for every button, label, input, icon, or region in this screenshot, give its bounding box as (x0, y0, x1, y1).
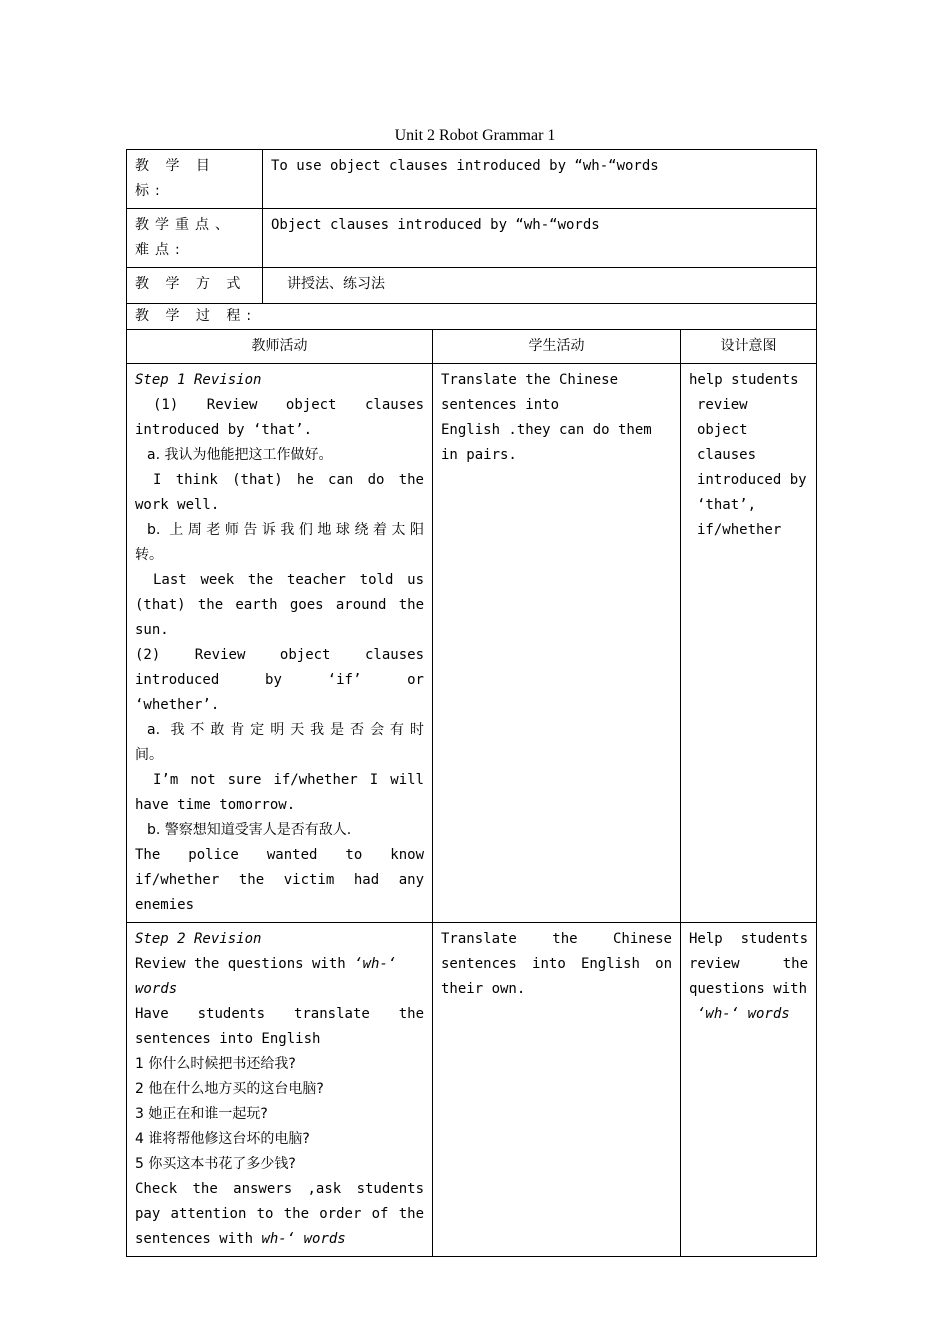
step1-line: (that) the earth goes around the (135, 597, 424, 613)
step2-student-line: their own. (441, 981, 526, 997)
step2-question: 4 谁将帮他修这台坏的电脑? (135, 1131, 310, 1147)
step1-design-line: clauses (697, 447, 757, 463)
step1-line: b. 警察想知道受害人是否有敌人. (147, 822, 352, 838)
wh-words-term: ‘wh-‘ (354, 956, 397, 972)
step1-line: a. 我认为他能把这工作做好。 (147, 447, 333, 463)
step1-teacher-cell (127, 364, 433, 923)
method-label: 教 学 方 式 (127, 268, 263, 304)
design-intent-header: 设计意图 (681, 330, 817, 364)
step2-question: 3 她正在和谁一起玩? (135, 1106, 268, 1122)
step2-design-line: questions with (689, 981, 808, 997)
step1-design-line: introduced by (697, 472, 807, 488)
step1-design-line: object (697, 422, 748, 438)
step2-line: Have students translate the (135, 1006, 424, 1022)
step2-student-line: Translate the Chinese (441, 931, 672, 947)
document-title: Unit 2 Robot Grammar 1 (394, 127, 556, 144)
step2-design-line: review the (689, 956, 809, 972)
objectives-label: 教 学 目 标: (127, 150, 263, 209)
step1-line: Last week the teacher told us (153, 572, 424, 588)
step1-line: sun. (135, 622, 169, 638)
step1-design-line: help students (689, 372, 799, 388)
step1-line: I’m not sure if/whether I will (153, 772, 424, 788)
step2-design-line: Help students (689, 931, 809, 947)
step2-heading: Step 2 Revision (135, 931, 262, 947)
keypoints-value: Object clauses introduced by “wh-“words (263, 209, 817, 268)
process-row (127, 304, 817, 330)
step1-design-line: review (697, 397, 748, 413)
step2-line: sentences into English (135, 1031, 321, 1047)
step1-line: (1) Review object clauses (153, 397, 424, 413)
step2-text: Review the questions with (135, 956, 355, 972)
step2-student-cell (433, 923, 681, 1257)
objectives-value: To use object clauses introduced by “wh-“words (263, 150, 817, 209)
step1-line: I think (that) he can do the (153, 472, 424, 488)
step1-line: The police wanted to know (135, 847, 424, 863)
step1-line: introduced by ‘that’. (135, 422, 313, 438)
step1-design-cell (681, 364, 817, 923)
step1-line: work well. (135, 497, 220, 513)
step2-question: 5 你买这本书花了多少钱? (135, 1156, 296, 1172)
teacher-activity-header: 教师活动 (127, 330, 433, 364)
step1-line: enemies (135, 897, 195, 913)
method-row (127, 268, 817, 304)
step1-student-line: in pairs. (441, 447, 517, 463)
process-label: 教 学 过 程: (127, 304, 817, 330)
keypoints-label: 教学重点、难点: (127, 209, 263, 268)
objectives-row (127, 150, 817, 209)
step2-question: 2 他在什么地方买的这台电脑? (135, 1081, 324, 1097)
step2-line (135, 952, 424, 977)
step2-question: 1 你什么时候把书还给我? (135, 1056, 296, 1072)
step1-line: b. 上周老师告诉我们地球绕着太阳 (147, 522, 424, 538)
step2-teacher-cell (127, 923, 433, 1257)
step2-line: pay attention to the order of the (135, 1206, 424, 1222)
step1-line: introduced by ‘if’ or (135, 672, 424, 688)
lesson-plan-table (126, 149, 817, 1257)
step1-row (127, 364, 817, 923)
step1-line: a. 我不敢肯定明天我是否会有时 (147, 722, 424, 738)
step2-student-line: sentences into English on (441, 956, 672, 972)
step1-heading: Step 1 Revision (135, 372, 262, 388)
method-value: 讲授法、练习法 (263, 268, 817, 304)
step2-text: sentences with (135, 1231, 262, 1247)
step1-design-line: if/whether (697, 522, 782, 538)
step2-design-line: ‘wh-‘ words (697, 1006, 790, 1022)
step2-row (127, 923, 817, 1257)
step2-line (135, 1227, 424, 1252)
step1-line: (2) Review object clauses (135, 647, 424, 663)
step1-student-line: Translate the Chinese (441, 372, 619, 388)
column-header-row (127, 330, 817, 364)
step1-line: 转。 (135, 547, 163, 563)
step2-design-cell (681, 923, 817, 1257)
step1-line: if/whether the victim had any (135, 872, 424, 888)
keypoints-row (127, 209, 817, 268)
step1-line: ‘whether’. (135, 697, 220, 713)
step1-student-cell (433, 364, 681, 923)
step2-line: Check the answers ,ask students (135, 1181, 424, 1197)
step1-student-line: English .they can do them (441, 422, 652, 438)
step2-line: words (135, 981, 178, 997)
step1-line: have time tomorrow. (135, 797, 296, 813)
step1-design-line: ‘that’, (697, 497, 757, 513)
step1-line: 间。 (135, 747, 163, 763)
student-activity-header: 学生活动 (433, 330, 681, 364)
wh-words-term: wh-‘ words (261, 1231, 346, 1247)
step1-student-line: sentences into (441, 397, 560, 413)
